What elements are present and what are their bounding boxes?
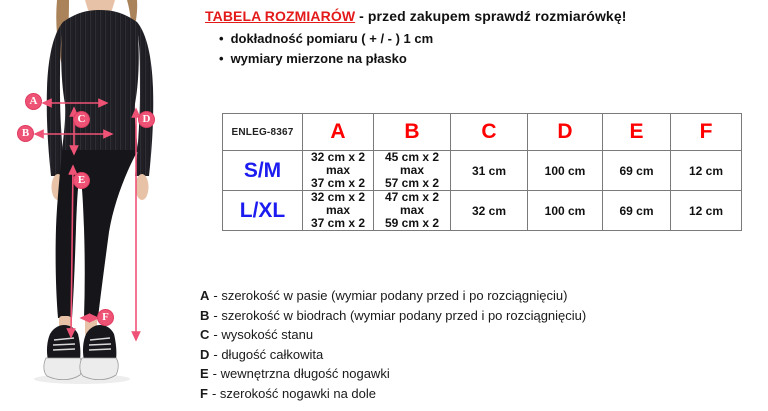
cell-line: 32 cm x 2 [310, 150, 366, 165]
value-cell-d: 100 cm [528, 191, 603, 231]
page-title-suffix: - przed zakupem sprawdź rozmiarówkę! [359, 8, 627, 24]
cell-line: 57 cm x 2 [384, 175, 440, 190]
measure-marker-f: F [97, 309, 114, 326]
model-hand-right [136, 174, 149, 200]
value-cell-f: 12 cm [671, 191, 742, 231]
legend-letter: A [200, 288, 210, 303]
col-header-d: D [528, 114, 603, 151]
cell-line: 37 cm x 2 [310, 175, 366, 190]
cell-line: 59 cm x 2 [384, 215, 440, 230]
value-cell-a [303, 151, 374, 191]
legend-item [200, 288, 586, 303]
col-header-c: C [451, 114, 528, 151]
cell-line: 45 cm x 2 [384, 150, 440, 165]
value-cell-d: 100 cm [528, 151, 603, 191]
measure-marker-b: B [17, 125, 34, 142]
model-photo [0, 0, 195, 411]
legend-item [200, 386, 586, 401]
product-code-cell: ENLEG-8367 [223, 114, 303, 151]
cell-line: max [399, 163, 425, 178]
legend-letter: F [200, 385, 208, 401]
table-header-row [223, 114, 742, 151]
cell-line: max [325, 163, 351, 178]
legend-text: - długość całkowita [213, 346, 324, 362]
legend-letter: D [200, 346, 210, 362]
value-cell-b [374, 191, 451, 231]
cell-line: max [325, 203, 351, 218]
model-sneaker-left [44, 325, 82, 380]
model-sweater [61, 10, 138, 152]
legend-item [200, 347, 586, 362]
legend-text: - wewnętrzna długość nogawki [212, 366, 390, 382]
note-item: • wymiary mierzone na płasko [219, 51, 760, 66]
legend-item [200, 308, 586, 323]
table-row-sm [223, 151, 742, 191]
value-cell-e: 69 cm [603, 151, 671, 191]
legend-text: - szerokość w biodrach (wymiar podany przed i po rozciągnięciu) [213, 307, 587, 323]
note-item: • dokładność pomiaru ( + / - ) 1 cm [219, 31, 760, 46]
legend-item [200, 327, 586, 342]
measure-marker-a: A [25, 93, 42, 110]
value-cell-b [374, 151, 451, 191]
size-label-sm: S/M [223, 151, 303, 191]
legend-item [200, 366, 586, 381]
legend-letter: C [200, 327, 210, 343]
size-label-lxl: L/XL [223, 191, 303, 231]
cell-line: 32 cm x 2 [310, 190, 366, 205]
measure-marker-c: C [73, 111, 90, 128]
cell-line: max [399, 203, 425, 218]
header [205, 8, 760, 71]
legend-letter: B [200, 307, 210, 323]
cell-line: 37 cm x 2 [310, 215, 366, 230]
cell-line: 47 cm x 2 [384, 190, 440, 205]
col-header-a: A [303, 114, 374, 151]
value-cell-f: 12 cm [671, 151, 742, 191]
legend-letter: E [200, 366, 209, 382]
model-leggings [56, 150, 138, 318]
measurement-legend [200, 288, 586, 406]
notes-list [219, 31, 760, 66]
value-cell-c: 32 cm [451, 191, 528, 231]
value-cell-a [303, 191, 374, 231]
measure-marker-e: E [73, 172, 90, 189]
col-header-e: E [603, 114, 671, 151]
col-header-b: B [374, 114, 451, 151]
legend-text: - wysokość stanu [213, 327, 314, 343]
page-title-highlight: TABELA ROZMIARÓW [205, 8, 356, 24]
value-cell-c: 31 cm [451, 151, 528, 191]
legend-text: - szerokość nogawki na dole [211, 385, 376, 401]
col-header-f: F [671, 114, 742, 151]
table-row-lxl [223, 191, 742, 231]
value-cell-e: 69 cm [603, 191, 671, 231]
legend-text: - szerokość w pasie (wymiar podany przed i po rozciągnięciu) [213, 288, 568, 303]
measure-marker-d: D [138, 111, 155, 128]
size-table [222, 113, 742, 231]
page-title [205, 8, 760, 24]
